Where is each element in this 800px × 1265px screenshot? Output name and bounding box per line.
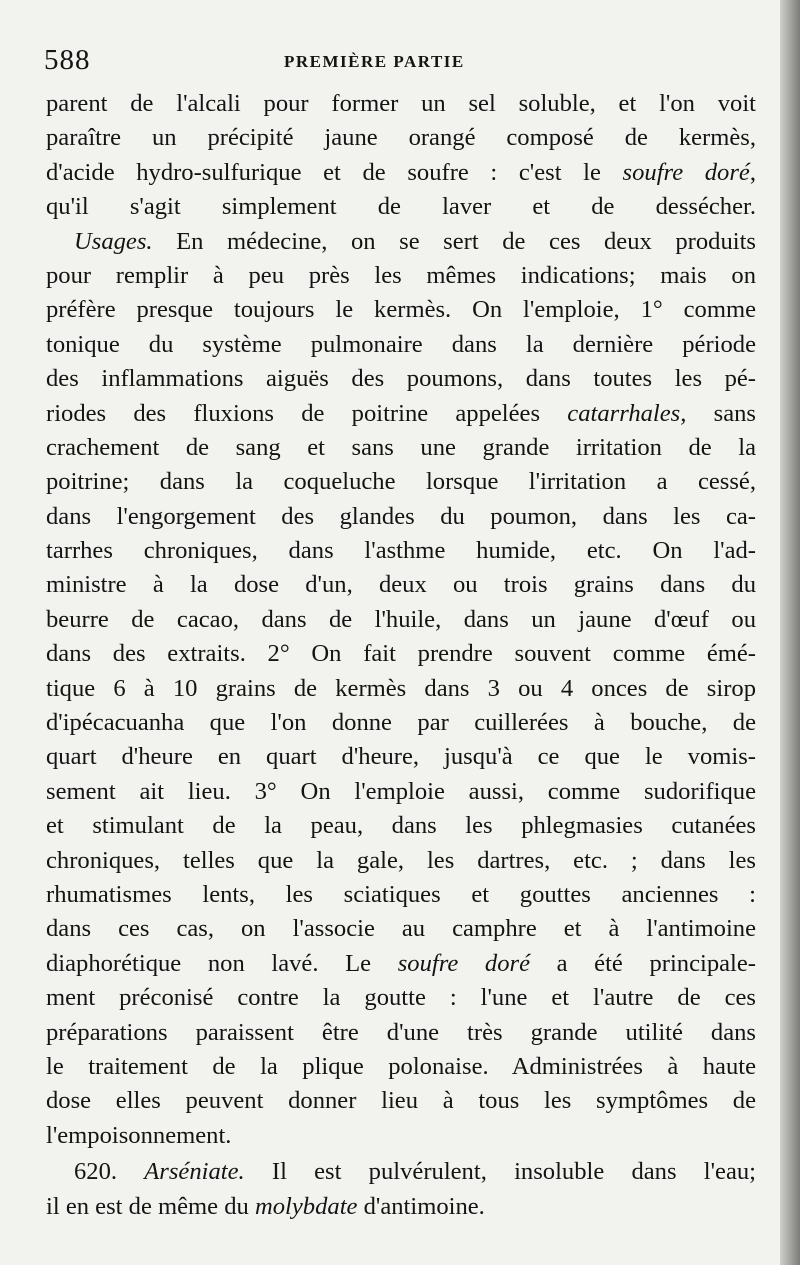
text-line: l'empoisonnement.	[46, 1121, 232, 1149]
text-line: le traitement de la plique polonaise. Administrées à haute	[46, 1052, 756, 1080]
text-line: paraître un précipité jaune orangé composé de kermès,	[46, 124, 756, 152]
text-line: tarrhes chroniques, dans l'asthme humide, etc. On l'ad-	[46, 537, 756, 565]
text-line: et stimulant de la peau, dans les phlegmasies cutanées	[46, 812, 756, 840]
text-line: riodes des fluxions de poitrine appelées catarrhales, sans	[46, 399, 756, 427]
text-line: d'acide hydro-sulfurique et de soufre : c'est le soufre doré,	[46, 158, 756, 186]
page-header	[44, 40, 744, 80]
text-line: Usages. En médecine, on se sert de ces deux produits	[74, 227, 756, 255]
text-line: quart d'heure en quart d'heure, jusqu'à ce que le vomis-	[46, 743, 756, 771]
page-number: 588	[44, 44, 91, 76]
text-line: chroniques, telles que la gale, les dartres, etc. ; dans les	[46, 846, 756, 874]
running-head: PREMIÈRE PARTIE	[284, 52, 465, 71]
text-line: sement ait lieu. 3° On l'emploie aussi, comme sudorifique	[46, 777, 756, 805]
text-line: dose elles peuvent donner lieu à tous les symptômes de	[46, 1087, 756, 1115]
text-line: des inflammations aiguës des poumons, dans toutes les pé-	[46, 365, 756, 393]
text-line: dans l'engorgement des glandes du poumon, dans les ca-	[46, 502, 756, 530]
text-line: tique 6 à 10 grains de kermès dans 3 ou 4 onces de sirop	[46, 674, 756, 702]
text-line: d'ipécacuanha que l'on donne par cuillerées à bouche, de	[46, 709, 756, 737]
text-line: dans ces cas, on l'associe au camphre et à l'antimoine	[46, 915, 756, 943]
text-line: tonique du système pulmonaire dans la dernière période	[46, 330, 756, 358]
text-line: beurre de cacao, dans de l'huile, dans un jaune d'œuf ou	[46, 605, 756, 633]
text-line: ment préconisé contre la goutte : l'une et l'autre de ces	[46, 984, 756, 1012]
text-line: diaphorétique non lavé. Le soufre doré a été principale-	[46, 949, 756, 977]
text-line: poitrine; dans la coqueluche lorsque l'irritation a cessé,	[46, 468, 756, 496]
text-line: ministre à la dose d'un, deux ou trois grains dans du	[46, 571, 756, 599]
text-line: parent de l'alcali pour former un sel soluble, et l'on voit	[46, 90, 756, 117]
text-line: 620. Arséniate. Il est pulvérulent, insoluble dans l'eau;	[74, 1158, 756, 1186]
text-line: dans des extraits. 2° On fait prendre souvent comme émé-	[46, 640, 756, 668]
binding-gutter	[780, 0, 800, 1265]
text-line: il en est de même du molybdate d'antimoine.	[46, 1192, 485, 1220]
text-line: préfère presque toujours le kermès. On l'emploie, 1° comme	[46, 296, 756, 324]
text-line: rhumatismes lents, les sciatiques et gouttes anciennes :	[46, 880, 756, 908]
text-line: crachement de sang et sans une grande irritation de la	[46, 433, 756, 461]
body-text	[46, 87, 756, 1224]
text-line: préparations paraissent être d'une très grande utilité dans	[46, 1018, 756, 1046]
text-line: pour remplir à peu près les mêmes indications; mais on	[46, 261, 756, 289]
text-line: qu'il s'agit simplement de laver et de dessécher.	[46, 193, 756, 221]
